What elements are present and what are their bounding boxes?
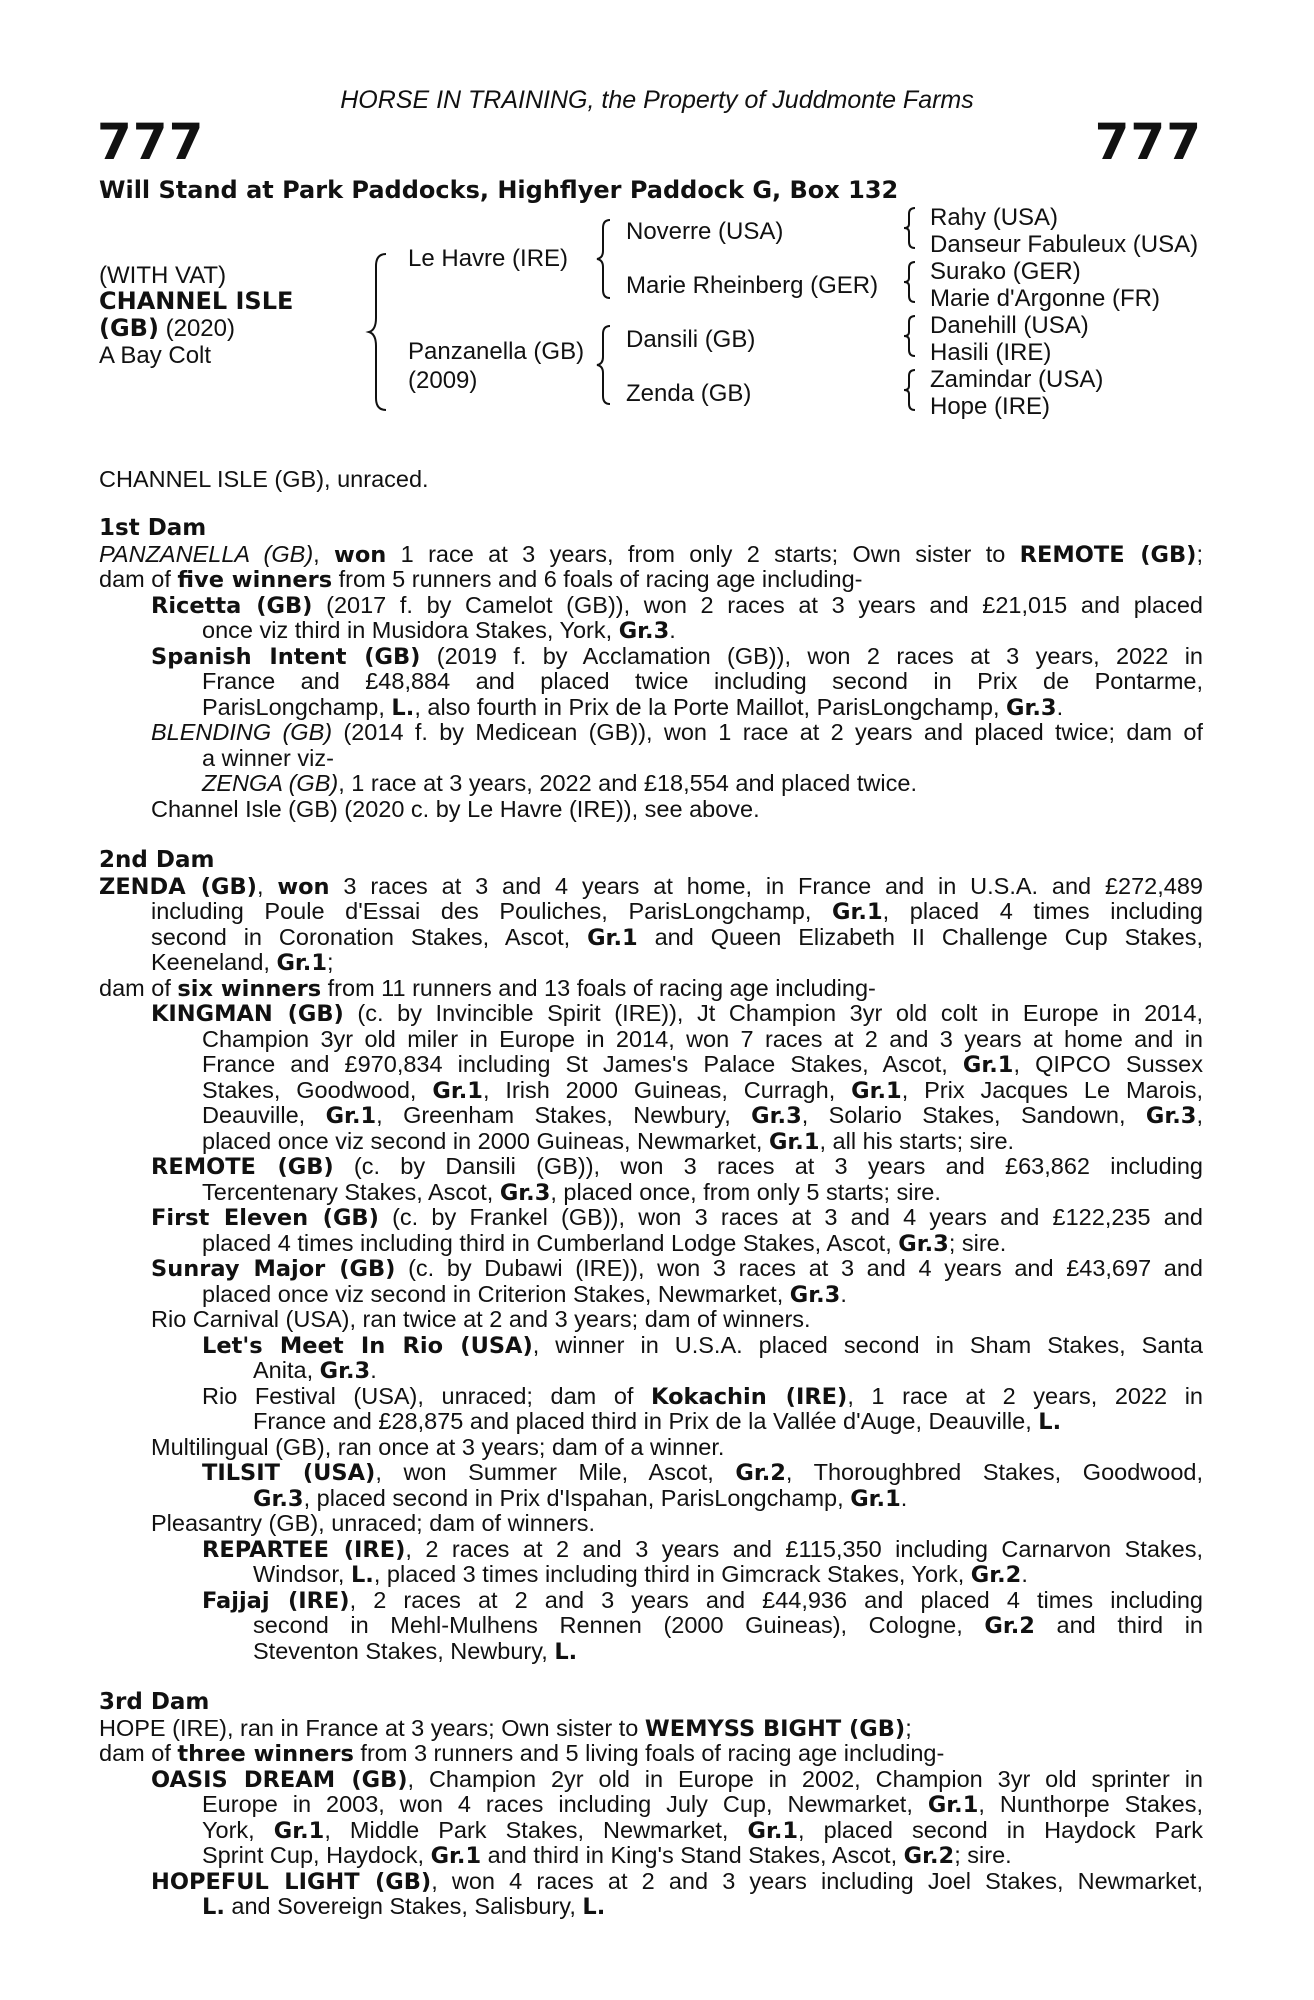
page-header-title: HORSE IN TRAINING, the Property of Juddmonte Farms	[340, 86, 974, 114]
text-line: Rio Carnival (USA), ran twice at 2 and 3 years; dam of winners.	[151, 1306, 811, 1332]
sire-dam: Marie Rheinberg (GER)	[626, 272, 879, 299]
ss-dam: Danseur Fabuleux (USA)	[930, 231, 1199, 258]
text-line: Rio Festival (USA), unraced; dam of Kokachin (IRE), 1 race at 2 years, 2022 in	[202, 1383, 1203, 1409]
dam-year: (2009)	[408, 367, 478, 394]
text-line: OASIS DREAM (GB), Champion 2yr old in Europe in 2002, Champion 3yr old sprinter in	[151, 1766, 1203, 1792]
text-line: dam of six winners from 11 runners and 13 foals of racing age including-	[99, 974, 876, 1002]
text-line: KINGMAN (GB) (c. by Invincible Spirit (IRE)), Jt Champion 3yr old colt in Europe in 2014,	[151, 1001, 1203, 1027]
text-line: including Poule d'Essai des Pouliches, ParisLongchamp, Gr.1, placed 4 times including	[151, 899, 1203, 925]
text-line: TILSIT (USA), won Summer Mile, Ascot, Gr.2, Thoroughbred Stakes, Goodwood,	[202, 1460, 1203, 1486]
dam: Panzanella (GB)	[408, 338, 585, 365]
text-line: HOPE (IRE), ran in France at 3 years; Own sister to WEMYSS BIGHT (GB);	[99, 1714, 912, 1742]
section-heading: 1st Dam	[99, 515, 207, 541]
stand-location: Will Stand at Park Paddocks, Highflyer Paddock G, Box 132	[99, 176, 899, 204]
text-line: BLENDING (GB) (2014 f. by Medicean (GB)), won 1 race at 2 years and placed twice; dam of	[151, 720, 1203, 745]
lot-number-left: 777	[97, 113, 205, 171]
text-line: placed once viz second in 2000 Guineas, Newmarket, Gr.1, all his starts; sire.	[202, 1127, 1015, 1155]
text-line: Pleasantry (GB), unraced; dam of winners.	[151, 1510, 596, 1536]
dd-dam: Hope (IRE)	[930, 393, 1051, 420]
section-heading: 2nd Dam	[99, 847, 215, 873]
text-line: Windsor, L., placed 3 times including third in Gimcrack Stakes, York, Gr.2.	[253, 1561, 1028, 1588]
sd-dam: Marie d'Argonne (FR)	[930, 285, 1160, 312]
text-line: dam of five winners from 5 runners and 6 foals of racing age including-	[99, 566, 863, 593]
pedigree-brace-ss	[903, 206, 917, 250]
pedigree-brace-sd	[903, 260, 917, 304]
text-line: Sunray Major (GB) (c. by Dubawi (IRE)), won 3 races at 3 and 4 years and £43,697 and	[151, 1256, 1203, 1282]
horse-description: A Bay Colt	[99, 342, 212, 369]
sire: Le Havre (IRE)	[408, 245, 569, 272]
dam-dam: Zenda (GB)	[626, 380, 752, 407]
text-line: First Eleven (GB) (c. by Frankel (GB)), won 3 races at 3 and 4 years and £122,235 and	[151, 1205, 1203, 1231]
text-line: Let's Meet In Rio (USA), winner in U.S.A. placed second in Sham Stakes, Santa	[202, 1332, 1203, 1358]
text-line: second in Coronation Stakes, Ascot, Gr.1 and Queen Elizabeth II Challenge Cup Stakes,	[151, 924, 1203, 950]
third-dam-section	[99, 1690, 1203, 1920]
text-line: dam of three winners from 3 runners and 5 living foals of racing age including-	[99, 1740, 945, 1767]
vat-label: (WITH VAT)	[99, 262, 227, 289]
horse-race-record: CHANNEL ISLE (GB), unraced.	[99, 466, 429, 492]
text-line: Keeneland, Gr.1;	[151, 949, 334, 976]
lot-number-right: 777	[1094, 113, 1202, 171]
text-line: HOPEFUL LIGHT (GB), won 4 races at 2 and 3 years including Joel Stakes, Newmarket,	[151, 1868, 1203, 1894]
dam-sire: Dansili (GB)	[626, 326, 756, 353]
pedigree-brace-ds	[903, 314, 917, 358]
text-line: Champion 3yr old miler in Europe in 2014, won 7 races at 2 and 3 years at home and in	[202, 1026, 1203, 1052]
pedigree-brace-dam	[596, 324, 612, 406]
text-line: Sprint Cup, Haydock, Gr.1 and third in King's Stand Stakes, Ascot, Gr.2; sire.	[202, 1842, 1012, 1869]
text-line: Europe in 2003, won 4 races including July Cup, Newmarket, Gr.1, Nunthorpe Stakes,	[202, 1792, 1203, 1818]
pedigree-brace-main	[368, 252, 388, 412]
pedigree-brace-sire	[596, 218, 612, 300]
text-line: a winner viz-	[202, 744, 334, 771]
ds-sire: Danehill (USA)	[930, 312, 1089, 339]
text-line: Steventon Stakes, Newbury, L.	[253, 1637, 578, 1665]
text-line: REPARTEE (IRE), 2 races at 2 and 3 years and £115,350 including Carnarvon Stakes,	[202, 1536, 1203, 1562]
section-heading: 3rd Dam	[99, 1689, 210, 1715]
text-line: Deauville, Gr.1, Greenham Stakes, Newbury, Gr.3, Solario Stakes, Sandown, Gr.3,	[202, 1103, 1203, 1129]
text-line: REMOTE (GB) (c. by Dansili (GB)), won 3 races at 3 years and £63,862 including	[151, 1154, 1203, 1180]
text-line: Spanish Intent (GB) (2019 f. by Acclamation (GB)), won 2 races at 3 years, 2022 in	[151, 643, 1203, 669]
pedigree-brace-dd	[903, 368, 917, 412]
text-line: Tercentenary Stakes, Ascot, Gr.3, placed once, from only 5 starts; sire.	[202, 1178, 941, 1206]
sire-sire: Noverre (USA)	[626, 218, 784, 245]
text-line: L. and Sovereign Stakes, Salisbury, L.	[202, 1893, 606, 1920]
text-line: PANZANELLA (GB), won 1 race at 3 years, from only 2 starts; Own sister to REMOTE (GB);	[99, 541, 1203, 567]
text-line: France and £970,834 including St James's Palace Stakes, Ascot, Gr.1, QIPCO Sussex	[202, 1052, 1203, 1078]
horse-name: CHANNEL ISLE	[99, 287, 294, 315]
text-line: ZENDA (GB), won 3 races at 3 and 4 years at home, in France and in U.S.A. and £272,489	[99, 873, 1203, 899]
text-line: placed once viz second in Criterion Stakes, Newmarket, Gr.3.	[202, 1280, 847, 1308]
text-line: France and £28,875 and placed third in Prix de la Vallée d'Auge, Deauville, L.	[253, 1408, 1062, 1435]
text-line: York, Gr.1, Middle Park Stakes, Newmarket, Gr.1, placed second in Haydock Park	[202, 1817, 1203, 1843]
text-line: France and £48,884 and placed twice including second in Prix de Pontarme,	[202, 669, 1203, 694]
text-line: Gr.3, placed second in Prix d'Ispahan, ParisLongchamp, Gr.1.	[253, 1484, 908, 1512]
text-line: Stakes, Goodwood, Gr.1, Irish 2000 Guineas, Curragh, Gr.1, Prix Jacques Le Marois,	[202, 1077, 1203, 1103]
text-line: Multilingual (GB), ran once at 3 years; dam of a winner.	[151, 1433, 725, 1460]
dd-sire: Zamindar (USA)	[930, 366, 1104, 393]
text-line: Ricetta (GB) (2017 f. by Camelot (GB)), won 2 races at 3 years and £21,015 and placed	[151, 592, 1203, 618]
sd-sire: Surako (GER)	[930, 258, 1081, 285]
text-line: placed 4 times including third in Cumberland Lodge Stakes, Ascot, Gr.3; sire.	[202, 1229, 1007, 1257]
horse-origin-year: (GB) (2020)	[99, 314, 235, 342]
text-line: second in Mehl-Mulhens Rennen (2000 Guineas), Cologne, Gr.2 and third in	[253, 1613, 1203, 1639]
text-line: Fajjaj (IRE), 2 races at 2 and 3 years and £44,936 and placed 4 times including	[202, 1587, 1203, 1613]
second-dam-section	[99, 848, 1203, 1664]
ss-sire: Rahy (USA)	[930, 204, 1059, 231]
text-line: Anita, Gr.3.	[253, 1357, 377, 1384]
ds-dam: Hasili (IRE)	[930, 339, 1052, 366]
text-line: ZENGA (GB), 1 race at 3 years, 2022 and £18,554 and placed twice.	[202, 770, 917, 796]
text-line: Channel Isle (GB) (2020 c. by Le Havre (IRE)), see above.	[151, 795, 760, 822]
text-line: once viz third in Musidora Stakes, York, Gr.3.	[202, 617, 676, 644]
text-line: ParisLongchamp, L., also fourth in Prix de la Porte Maillot, ParisLongchamp, Gr.3.	[202, 693, 1064, 721]
first-dam-section	[99, 516, 1203, 822]
